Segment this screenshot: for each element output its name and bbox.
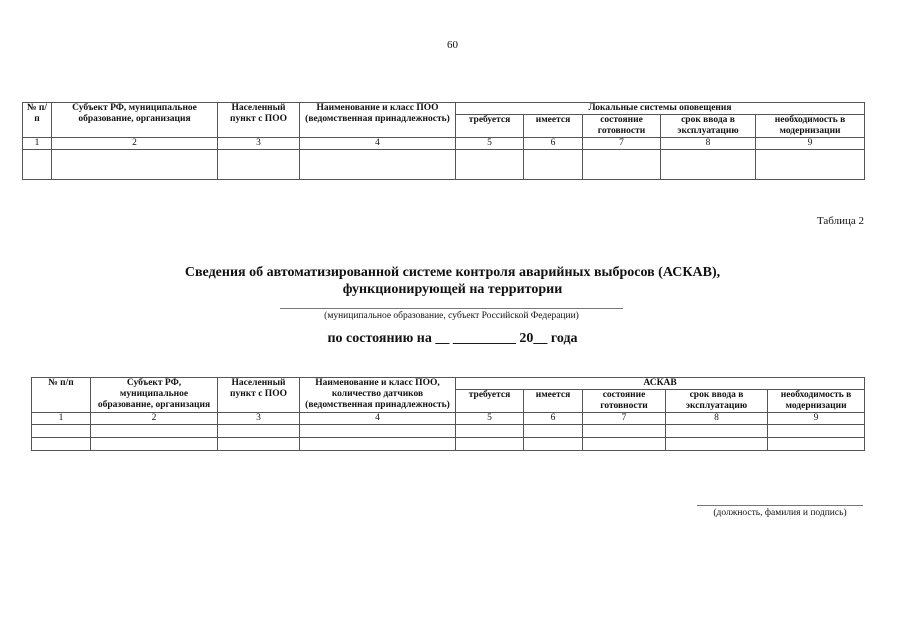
header-num: № п/п (23, 103, 52, 138)
page-number: 60 (447, 39, 458, 51)
header-required: требуется (456, 390, 524, 413)
title-line-2: функционирующей на территории (342, 282, 563, 297)
header-required: требуется (456, 115, 524, 138)
table-row-empty (32, 425, 865, 438)
signature-line (697, 505, 863, 506)
table-local-warning-systems (22, 102, 865, 180)
header-modernization: необходимость в модернизации (756, 115, 865, 138)
header-readiness: состояние готовности (583, 390, 666, 413)
col-number: 2 (52, 138, 218, 150)
table-cell-empty (666, 438, 768, 451)
table-cell-empty (524, 425, 583, 438)
table-cell-empty (32, 425, 91, 438)
table-cell-empty (768, 425, 865, 438)
table-cell-empty (768, 438, 865, 451)
col-number: 9 (756, 138, 865, 150)
col-number: 5 (456, 138, 524, 150)
header-readiness: состояние готовности (583, 115, 661, 138)
territory-caption: (муниципальное образование, субъект Российской Федерации) (324, 311, 579, 321)
col-number: 6 (524, 413, 583, 425)
table-cell-empty (524, 438, 583, 451)
table-cell-empty (218, 438, 300, 451)
table-label: Таблица 2 (816, 215, 864, 227)
col-number: 9 (768, 413, 865, 425)
col-number: 4 (300, 138, 456, 150)
table-cell-empty (300, 438, 456, 451)
table-cell-empty (218, 425, 300, 438)
table-cell-empty (524, 150, 583, 180)
header-name: Наименование и класс ПОО (ведомственная принадлежность) (300, 103, 456, 138)
header-subject: Субъект РФ, муниципальное образование, организация (91, 378, 218, 413)
table-cell-empty (666, 425, 768, 438)
signature-caption: (должность, фамилия и подпись) (713, 508, 847, 518)
table-cell-empty (456, 425, 524, 438)
table-cell-empty (756, 150, 865, 180)
col-number: 1 (23, 138, 52, 150)
col-number: 4 (300, 413, 456, 425)
col-number: 1 (32, 413, 91, 425)
col-number: 7 (583, 413, 666, 425)
header-available: имеется (524, 115, 583, 138)
header-group: АСКАВ (456, 378, 865, 390)
table-cell-empty (583, 425, 666, 438)
col-number: 8 (661, 138, 756, 150)
table-cell-empty (91, 438, 218, 451)
col-number: 3 (218, 138, 300, 150)
table-askav (31, 377, 865, 451)
table-cell-empty (52, 150, 218, 180)
header-num: № п/п (32, 378, 91, 413)
header-settlement: Населенный пункт с ПОО (218, 378, 300, 413)
table-cell-empty (456, 438, 524, 451)
date-line: по состоянию на __ _________ 20__ года (327, 331, 578, 346)
header-group: Локальные системы оповещения (456, 103, 865, 115)
header-name: Наименование и класс ПОО, количество датчиков (ведомственная принадлежность) (300, 378, 456, 413)
document-title (0, 264, 905, 298)
table-row-empty (23, 150, 865, 180)
col-number: 3 (218, 413, 300, 425)
table-cell-empty (23, 150, 52, 180)
table-cell-empty (300, 150, 456, 180)
table-cell-empty (583, 438, 666, 451)
territory-fill-line (280, 308, 623, 309)
table-cell-empty (91, 425, 218, 438)
col-number: 8 (666, 413, 768, 425)
col-number: 2 (91, 413, 218, 425)
table-row-empty (32, 438, 865, 451)
table-cell-empty (32, 438, 91, 451)
col-number: 6 (524, 138, 583, 150)
header-modernization: необходимость в модернизации (768, 390, 865, 413)
table-row-column-numbers (23, 138, 865, 150)
table-cell-empty (583, 150, 661, 180)
header-available: имеется (524, 390, 583, 413)
table-cell-empty (661, 150, 756, 180)
table-cell-empty (300, 425, 456, 438)
header-subject: Субъект РФ, муниципальное образование, организация (52, 103, 218, 138)
table-cell-empty (218, 150, 300, 180)
header-commission: срок ввода в эксплуатацию (661, 115, 756, 138)
title-line-1: Сведения об автоматизированной системе контроля аварийных выбросов (АСКАВ), (184, 265, 721, 280)
table-cell-empty (456, 150, 524, 180)
header-commission: срок ввода в эксплуатацию (666, 390, 768, 413)
table-row-column-numbers (32, 413, 865, 425)
header-settlement: Населенный пункт с ПОО (218, 103, 300, 138)
col-number: 7 (583, 138, 661, 150)
col-number: 5 (456, 413, 524, 425)
